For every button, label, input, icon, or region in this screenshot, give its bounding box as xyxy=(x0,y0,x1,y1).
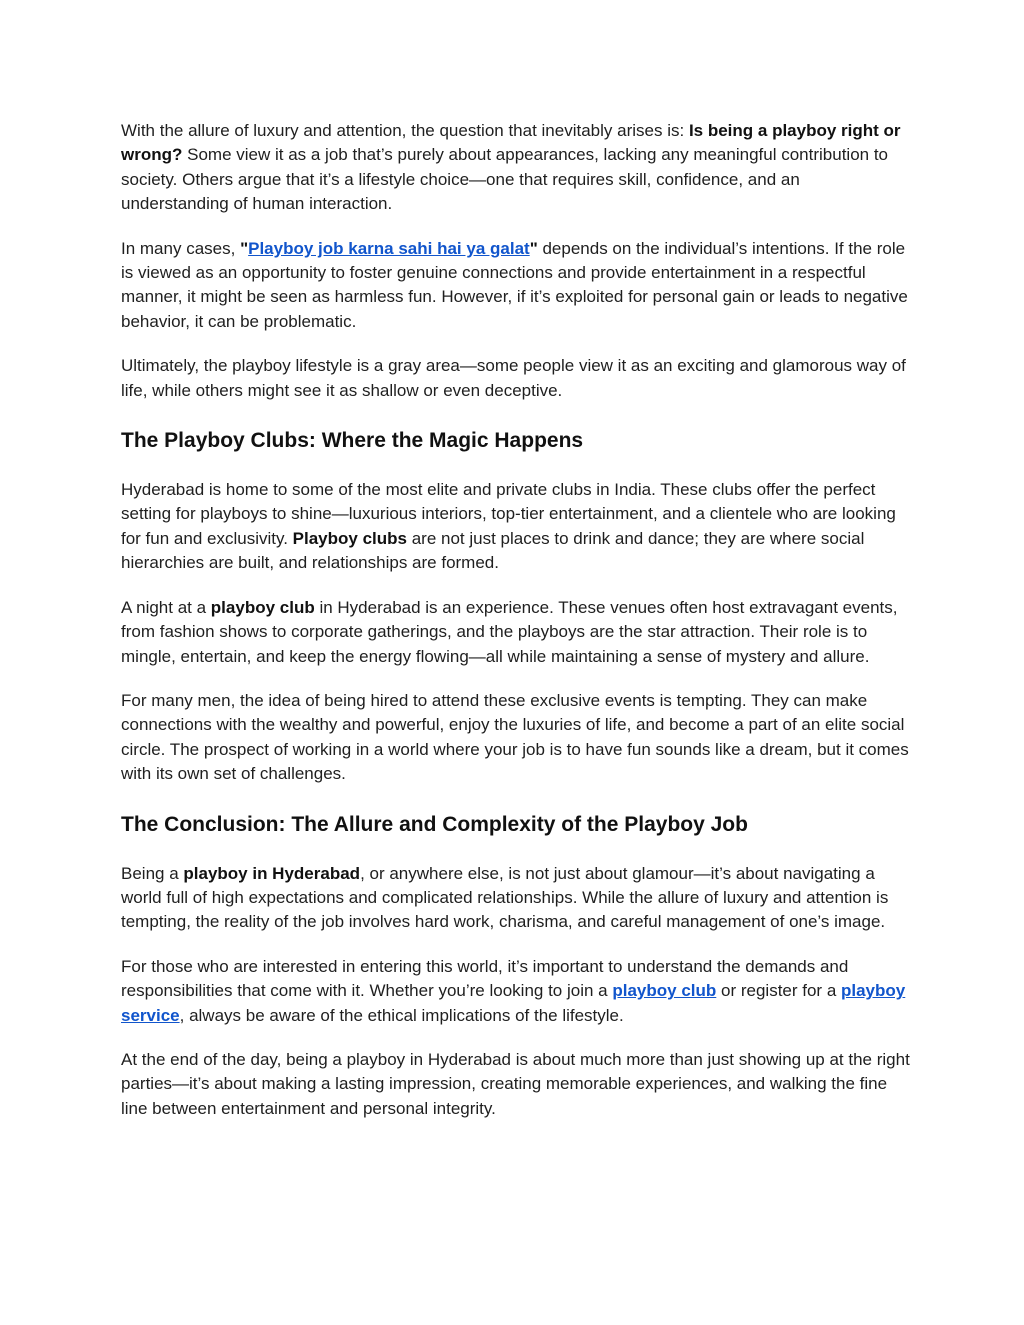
link-playboy-job-sahi-galat[interactable]: Playboy job karna sahi hai ya galat xyxy=(248,238,530,258)
heading-conclusion: The Conclusion: The Allure and Complexity of the Playboy Job xyxy=(121,812,748,836)
heading-playboy-clubs: The Playboy Clubs: Where the Magic Happens xyxy=(121,429,584,453)
conclusion-paragraph-2 xyxy=(121,955,911,1028)
clubs-paragraph-2 xyxy=(121,596,911,669)
clubs-paragraph-1 xyxy=(121,478,911,576)
conclusion-paragraph-1 xyxy=(121,862,911,935)
text-run: , or anywhere else, is not just about glamour—it’s about navigating a world full of high expectations and complicated relationships. While the allure of luxury and attention is tempting, the reality of the job involves hard work, charisma, and careful management of one’s image. xyxy=(121,863,889,932)
text-run: Some view it as a job that’s purely about appearances, lacking any meaningful contribution to society. Others argue that it’s a lifestyle choice—one that requires skill, confidence, and an understanding of human interaction. xyxy=(121,145,888,214)
text-run: or register for a xyxy=(716,981,841,1001)
text-run: In many cases, xyxy=(121,238,241,258)
close-quote: " xyxy=(529,238,538,258)
text-run: A night at a xyxy=(121,597,211,617)
bold-playboy-in-hyderabad: playboy in Hyderabad xyxy=(183,863,361,883)
text-run: are not just places to drink and dance; they are where social hierarchies are built, and relationships are formed. xyxy=(121,528,865,573)
text-run: Hyderabad is home to some of the most elite and private clubs in India. These clubs offer the perfect setting for playboys to shine—luxurious interiors, top-tier entertainment, and a clientele who are looking for fun and exclusivity. xyxy=(121,480,896,548)
text-run: depends on the individual’s intentions. If the role is viewed as an opportunity to foster genuine connections and provide entertainment in a respectful manner, it might be seen as harmless fun. However, if it’s exploited for personal gain or leads to negative behavior, it can be problematic. xyxy=(121,238,908,331)
bold-playboy-clubs: Playboy clubs xyxy=(292,528,407,548)
text-run: Being a xyxy=(121,863,184,883)
text-run: For those who are interested in entering this world, it’s important to understand the demands and responsibilities that come with it. Whether you’re looking to join a xyxy=(121,956,849,1001)
link-playboy-service[interactable]: playboy service xyxy=(121,981,906,1025)
clubs-paragraph-3: For many men, the idea of being hired to attend these exclusive events is tempting. They can make connections with the wealthy and powerful, enjoy the luxuries of life, and become a part of an elite social circle. The prospect of working in a world where your job is to have fun sounds like a dream, but it comes with its own set of challenges. xyxy=(121,690,909,784)
bold-question: Is being a playboy right or wrong? xyxy=(121,121,901,165)
conclusion-paragraph-3: At the end of the day, being a playboy in Hyderabad is about much more than just showing up at the right parties—it’s about making a lasting impression, creating memorable experiences, and walking the fine line between entertainment and personal integrity. xyxy=(121,1049,910,1118)
bold-playboy-club: playboy club xyxy=(210,597,315,617)
intro-paragraph-2 xyxy=(121,237,911,335)
link-playboy-club[interactable]: playboy club xyxy=(612,981,717,1001)
text-run: in Hyderabad is an experience. These venues often host extravagant events, from fashion shows to corporate gatherings, and the playboys are the star attraction. Their role is to mingle, entertain, and keep the energy flowing—all while maintaining a sense of mystery and allure. xyxy=(121,597,898,666)
text-run: With the allure of luxury and attention, the question that inevitably arises is: xyxy=(121,121,689,140)
intro-paragraph-1 xyxy=(121,119,911,217)
text-run: , always be aware of the ethical implications of the lifestyle. xyxy=(179,1005,624,1025)
intro-paragraph-3: Ultimately, the playboy lifestyle is a gray area—some people view it as an exciting and glamorous way of life, while others might see it as shallow or even deceptive. xyxy=(121,356,906,400)
document-page xyxy=(121,119,911,1141)
open-quote: " xyxy=(240,238,249,258)
